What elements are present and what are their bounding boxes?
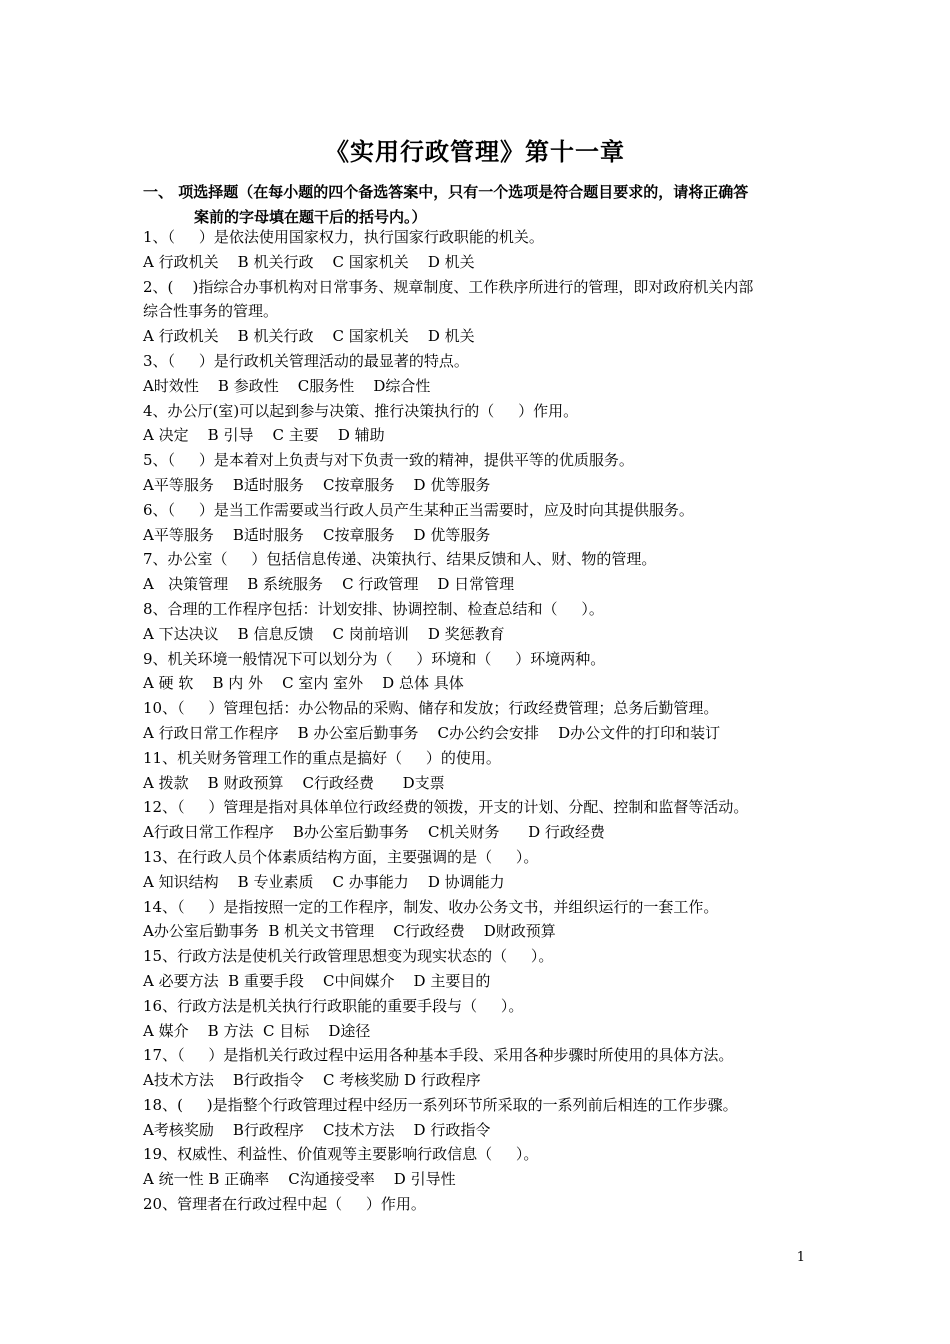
text-line: A 知识结构 B 专业素质 C 办事能力 D 协调能力 (143, 872, 505, 891)
text-line: A 决定 B 引导 C 主要 D 辅助 (143, 426, 385, 445)
text-line: A 行政机关 B 机关行政 C 国家机关 D 机关 (143, 252, 475, 271)
text-line: 16、行政方法是机关执行行政职能的重要手段与（ ）。 (143, 996, 524, 1015)
text-line: 2、( )指综合办事机构对日常事务、规章制度、工作秩序所进行的管理，即对政府机关内部 (143, 277, 754, 296)
text-line: A 决策管理 B 系统服务 C 行政管理 D 日常管理 (143, 575, 515, 594)
text-line: A平等服务 B适时服务 C按章服务 D 优等服务 (143, 475, 491, 494)
text-line: 7、办公室（ ）包括信息传递、决策执行、结果反馈和人、财、物的管理。 (143, 550, 657, 569)
text-line: A 必要方法 B 重要手段 C中间媒介 D 主要目的 (143, 971, 491, 990)
text-line: 1、（ ）是依法使用国家权力，执行国家行政职能的机关。 (143, 228, 544, 246)
section-heading-line-1: 一、 项选择题（在每小题的四个备选答案中，只有一个选项是符合题目要求的，请将正确答 (143, 183, 749, 201)
text-line: 18、( )是指整个行政管理过程中经历一系列环节所采取的一系列前后相连的工作步骤。 (143, 1095, 738, 1114)
text-line: 14、（ ）是指按照一定的工作程序，制发、收办公务文书，并组织运行的一套工作。 (143, 897, 719, 916)
section-heading-line-2: 案前的字母填在题干后的括号内。） (194, 207, 427, 226)
text-line: A技术方法 B行政指令 C 考核奖励 D 行政程序 (143, 1071, 481, 1090)
text-line: 3、（ ）是行政机关管理活动的最显著的特点。 (143, 351, 469, 370)
text-line: A 行政机关 B 机关行政 C 国家机关 D 机关 (143, 327, 475, 346)
text-line: A考核奖励 B行政程序 C技术方法 D 行政指令 (143, 1120, 491, 1139)
text-line: A时效性 B 参政性 C服务性 D综合性 (143, 376, 431, 395)
text-line: A行政日常工作程序 B办公室后勤事务 C机关财务 D 行政经费 (143, 823, 605, 842)
text-line: 17、（ ）是指机关行政过程中运用各种基本手段、采用各种步骤时所使用的具体方法。 (143, 1046, 734, 1065)
text-line: 4、办公厅(室)可以起到参与决策、推行决策执行的（ ）作用。 (143, 401, 579, 420)
page-title: 《实用行政管理》第十一章 (325, 137, 625, 166)
text-line: 综合性事务的管理。 (143, 302, 279, 321)
text-line: A 行政日常工作程序 B 办公室后勤事务 C办公约会安排 D办公文件的打印和装订 (143, 723, 721, 742)
text-line: A 下达决议 B 信息反馈 C 岗前培训 D 奖惩教育 (143, 624, 505, 643)
text-line: 11、机关财务管理工作的重点是搞好（ ）的使用。 (143, 748, 501, 767)
text-line: 20、管理者在行政过程中起（ ）作用。 (143, 1195, 426, 1214)
text-line: 9、机关环境一般情况下可以划分为（ ）环境和（ ）环境两种。 (143, 649, 606, 668)
text-line: A平等服务 B适时服务 C按章服务 D 优等服务 (143, 525, 491, 544)
text-line: 6、（ ）是当工作需要或当行政人员产生某种正当需要时，应及时向其提供服务。 (143, 500, 694, 519)
text-line: A办公室后勤事务 B 机关文书管理 C行政经费 D财政预算 (143, 922, 556, 941)
text-line: A 统一性 B 正确率 C沟通接受率 D 引导性 (143, 1170, 456, 1189)
text-line: 12、（ ）管理是指对具体单位行政经费的领拨，开支的计划、分配、控制和监督等活动。 (143, 798, 749, 817)
text-line: 15、行政方法是使机关行政管理思想变为现实状态的（ ）。 (143, 947, 554, 966)
text-line: A 媒介 B 方法 C 目标 D途径 (143, 1021, 371, 1040)
text-line: A 拨款 B 财政预算 C行政经费 D支票 (143, 773, 445, 792)
page-number: 1 (796, 1250, 805, 1265)
text-line: 10、（ ）管理包括：办公物品的采购、储存和发放；行政经费管理；总务后勤管理。 (143, 699, 719, 718)
text-line: 5、（ ）是本着对上负责与对下负责一致的精神，提供平等的优质服务。 (143, 451, 634, 470)
text-line: A 硬 软 B 内 外 C 室内 室外 D 总体 具体 (143, 674, 464, 693)
text-line: 13、在行政人员个体素质结构方面，主要强调的是（ ）。 (143, 847, 539, 866)
text-line: 19、权威性、利益性、价值观等主要影响行政信息（ ）。 (143, 1145, 539, 1164)
question-list (143, 225, 813, 1217)
section-heading (143, 180, 813, 229)
text-line: 8、合理的工作程序包括：计划安排、协调控制、检查总结和（ ）。 (143, 599, 604, 618)
